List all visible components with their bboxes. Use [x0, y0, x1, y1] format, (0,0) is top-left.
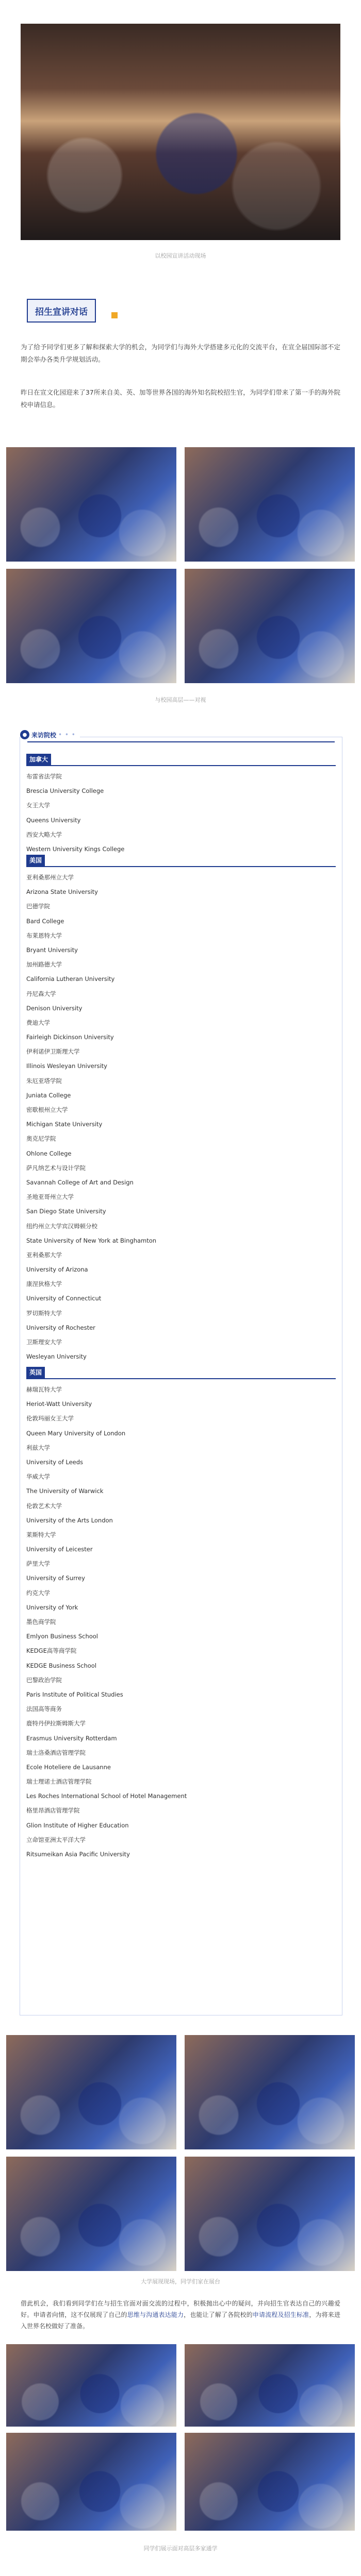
region-usa: [26, 855, 336, 1364]
section-title: 招生宣讲对话: [35, 307, 88, 317]
university-item: 亚利桑那大学: [26, 1251, 62, 1259]
university-item: 伦敦玛丽女王大学: [26, 1415, 74, 1422]
event-photo-10: [185, 2344, 355, 2427]
event-photo-1: [6, 447, 176, 562]
header-rule: [27, 741, 335, 742]
university-item: Glion Institute of Higher Education: [26, 1821, 129, 1829]
university-item: 罗切斯特大学: [26, 1309, 62, 1317]
university-item: 朱厄亚塔学院: [26, 1077, 62, 1084]
dots-decoration: • • •: [58, 731, 76, 738]
event-photo-11: [6, 2433, 176, 2531]
event-photo-7: [6, 2157, 176, 2271]
region-canada: [26, 754, 336, 856]
event-photo-2: [185, 447, 355, 562]
university-item: 费迪大学: [26, 1019, 50, 1026]
university-item: 纽约州立大学宾汉姆顿分校: [26, 1222, 97, 1230]
outro-text-a: 借此机会，我们看到同学们在与招生官面对面交流的过程中，积极抛出心中的疑问，并向招生官表达自己的兴趣爱好。申请者向情，这不仅展现了自己的: [21, 2300, 340, 2318]
university-item: 萨里大学: [26, 1560, 50, 1568]
section-title-box: [27, 299, 96, 323]
university-item: KEDGE高等商学院: [26, 1647, 77, 1655]
university-item: Arizona State University: [26, 888, 98, 896]
event-photo-12: [185, 2433, 355, 2531]
university-item: 利兹大学: [26, 1444, 50, 1451]
university-item: Bard College: [26, 917, 64, 925]
university-item: 布莱恩特大学: [26, 931, 62, 939]
region-tag-uk: 英国: [26, 1367, 45, 1378]
university-item: University of Leicester: [26, 1546, 93, 1553]
university-item: Juniata College: [26, 1091, 71, 1099]
university-list-canada: [26, 769, 336, 856]
university-item: University of Connecticut: [26, 1295, 102, 1302]
university-item: 赫瑞瓦特大学: [26, 1386, 62, 1393]
chat-bubble-icon: ●: [20, 730, 29, 739]
event-photo-8: [185, 2157, 355, 2271]
university-item: 布雷省法学院: [26, 773, 62, 780]
region-tag-canada: 加拿大: [26, 754, 51, 765]
region-uk: [26, 1367, 336, 1861]
university-item: California Lutheran University: [26, 975, 115, 983]
university-item: 华威大学: [26, 1473, 50, 1481]
university-item: Les Roches International School of Hotel Management: [26, 1792, 187, 1800]
university-item: 奥克尼学院: [26, 1135, 56, 1143]
region-rule: [26, 1378, 336, 1379]
university-item: 瑞士理诺士酒店管理学院: [26, 1778, 92, 1786]
university-item: 圣地亚哥州立大学: [26, 1193, 74, 1201]
event-photo-4: [185, 569, 355, 683]
university-item: 亚利桑那州立大学: [26, 874, 74, 881]
event-photo-6: [185, 2035, 355, 2149]
university-item: University of Surrey: [26, 1574, 85, 1582]
university-item: 卫斯理安大学: [26, 1338, 62, 1346]
university-item: University of Arizona: [26, 1266, 88, 1274]
university-item: San Diego State University: [26, 1208, 106, 1215]
university-item: 丹尼森大学: [26, 990, 56, 997]
university-item: Fairleigh Dickinson University: [26, 1033, 114, 1041]
outro-text-c: ，为将来进入世界名校做好了准备。: [21, 2311, 340, 2330]
university-item: 西安大略大学: [26, 831, 62, 838]
event-photo-3: [6, 569, 176, 683]
university-item: 女王大学: [26, 802, 50, 809]
university-item: Ecole Hoteliere de Lausanne: [26, 1763, 111, 1771]
university-item: Erasmus University Rotterdam: [26, 1734, 117, 1742]
university-item: 巴黎政治学院: [26, 1676, 62, 1684]
university-list-uk: [26, 1382, 336, 1861]
event-photo-9: [6, 2344, 176, 2427]
universities-header-label: 来访院校: [31, 731, 57, 739]
university-item: KEDGE Business School: [26, 1662, 97, 1669]
university-item: 法国高等商务: [26, 1705, 62, 1713]
university-item: 格里昂酒店管理学院: [26, 1807, 80, 1815]
outro-highlight-1: 思维与沟通表达能力: [127, 2311, 184, 2318]
university-item: Queen Mary University of London: [26, 1429, 126, 1437]
title-accent-dot: [111, 312, 118, 318]
university-item: Western University Kings College: [26, 845, 125, 853]
university-item: The University of Warwick: [26, 1487, 104, 1495]
university-item: 鹿特丹伊拉斯姆斯大学: [26, 1720, 86, 1727]
university-item: 密歇根州立大学: [26, 1106, 68, 1113]
university-item: University of Leeds: [26, 1458, 84, 1466]
university-item: 康涅狄格大学: [26, 1280, 62, 1288]
university-item: 瑞士洛桑酒店管理学院: [26, 1749, 86, 1756]
outro-text-b: ，也能让了解了各院校的: [184, 2311, 253, 2318]
university-item: Bryant University: [26, 946, 78, 954]
university-item: 伊利诺伊卫斯理大学: [26, 1048, 80, 1056]
university-item: State University of New York at Binghamton: [26, 1236, 157, 1244]
outro-paragraph: [21, 2298, 340, 2332]
university-item: Ritsumeikan Asia Pacific University: [26, 1851, 130, 1858]
university-item: Queens University: [26, 816, 81, 824]
outro-highlight-2: 申请流程及招生标准: [252, 2311, 309, 2318]
university-item: Heriot-Watt University: [26, 1400, 92, 1408]
university-item: 巴德学院: [26, 903, 50, 910]
intro-paragraph-1: 为了给予同学们更多了解和探索大学的机会，为同学们与海外大学搭建多元化的交流平台，在宣全届国际部不定期会举办各类升学规划活动。: [21, 343, 340, 363]
visiting-universities-card: [20, 731, 342, 2015]
university-item: Michigan State University: [26, 1121, 103, 1128]
hall-photo-caption: 以校园宣讲活动现场: [155, 252, 206, 259]
university-item: Emlyon Business School: [26, 1633, 98, 1640]
intro-paragraph-2: 昨日在宣文化园迎来了37所来自美、英、加等世界各国的海外知名院校招生官，为同学们带来了第一手的海外院校申请信息。: [21, 388, 340, 409]
lecture-hall-photo: [21, 24, 340, 240]
university-item: University of York: [26, 1603, 78, 1611]
university-item: Ohlone College: [26, 1149, 72, 1157]
university-item: 加州路德大学: [26, 961, 62, 969]
region-tag-usa: 美国: [26, 855, 45, 866]
university-item: Savannah College of Art and Design: [26, 1178, 134, 1186]
university-item: Paris Institute of Political Studies: [26, 1690, 123, 1698]
university-item: 萨凡纳艺术与设计学院: [26, 1164, 86, 1172]
university-item: 墨色商学院: [26, 1618, 56, 1625]
university-item: Denison University: [26, 1004, 83, 1012]
university-item: Illinois Wesleyan University: [26, 1062, 107, 1070]
students-photo-caption: 大学展现现场，同学们家在展台: [141, 2278, 220, 2285]
university-item: Brescia University College: [26, 787, 104, 795]
region-rule: [26, 866, 336, 867]
university-item: Wesleyan University: [26, 1353, 87, 1361]
university-item: 莱斯特大学: [26, 1531, 56, 1538]
event-photo-5: [6, 2035, 176, 2149]
consult-photo-caption: 同学们展示面对高层多家通学: [143, 2545, 218, 2552]
region-rule: [26, 765, 336, 766]
university-item: 伦敦艺术大学: [26, 1502, 62, 1510]
university-item: University of Rochester: [26, 1324, 95, 1331]
university-item: University of the Arts London: [26, 1516, 113, 1524]
university-list-usa: [26, 870, 336, 1364]
universities-header: [20, 730, 80, 739]
fair-photo-caption: 与校园高层——对视: [155, 697, 206, 703]
university-item: 约克大学: [26, 1589, 50, 1597]
university-item: 立命馆亚洲太平洋大学: [26, 1836, 86, 1843]
